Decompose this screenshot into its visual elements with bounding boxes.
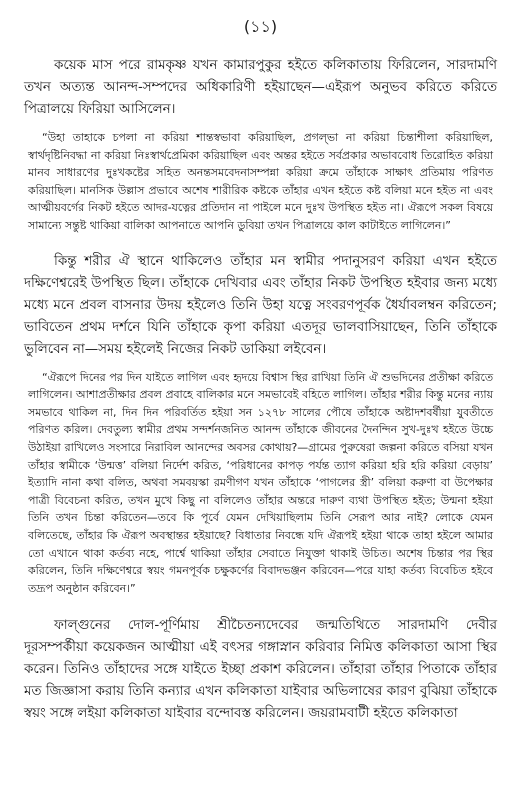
quote-2-text: “ঐরূপে দিনের পর দিন যাইতে লাগিল এবং হৃদয়ে বিশ্বাস স্থির রাখিয়া তিনি ঐ শুভদিনের প্রতীক্ষা করিতে লাগিলেন। আশাপ্রতীক্ষার প্রবল প্রবাহে বালিকার মনে সমভাবেই বহিতে লাগিল। তাঁহার শরীর কিন্তু মনের ন্যায় সমভাবে থাকিল না, দিন দিন পরিবর্তিত হইয়া সন ১২৭৮ সালের পৌষে তাঁহাকে অষ্টাদশবর্ষীয়া যুবতীতে পরিণত করিল। দেবতুল্য স্বামীর প্রথম সন্দর্শনজনিত আনন্দ তাঁহাকে জীবনের দৈনন্দিন সুখ-দুঃখ হইতে উচ্চে উঠাইয়া রাখিলেও সংসারে নিরাবিল আনন্দের অবসর কোথায়?—গ্রামের পুরুষেরা জল্পনা করিতে বসিয়া যখন তাঁহার স্বামীকে ‘উন্মত্ত’ বলিয়া নির্দেশ করিত, ‘পরিধানের কাপড় পর্যন্ত ত্যাগ করিয়া হরি হরি করিয়া বেড়ায়’ ইত্যাদি নানা কথা বলিত, অথবা সমবয়স্কা রমণীগণ যখন তাঁহাকে ‘পাগলের স্ত্রী’ বলিয়া করুণা বা উপেক্ষার পাত্রী বিবেচনা করিত, তখন মুখে কিছু না বলিলেও তাঁহার অন্তরে দারুণ ব্যথা উপস্থিত হইত; উন্মনা হইয়া তিনি তখন চিন্তা করিতেন—তবে কি পূর্বে যেমন দেখিয়াছিলাম তিনি সেরূপ আর নাই? লোকে যেমন বলিতেছে, তাঁহার কি ঐরূপ অবস্থান্তর হইয়াছে? বিধাতার নিবন্ধে যদি ঐরূপই হইয়া থাকে তাহা হইলে আমার তো এখানে থাকা কর্তব্য নহে, পার্শ্বে থাকিয়া তাঁহার সেবাতে নিযুক্তা থাকাই উচিত। অশেষ চিন্তার পর স্থির করিলেন, তিনি দক্ষিণেশ্বরে স্বয়ং গমনপূর্বক চক্ষুকর্ণের বিবাদভঞ্জন করিবেন—পরে যাহা কর্তব্য বিবেচিত হইবে তদ্রূপ অনুষ্ঠান করিবেন।” <box>28 370 493 595</box>
paragraph-3 <box>24 615 497 725</box>
paragraph-1 <box>24 55 497 121</box>
paragraph-2-text: কিন্তু শরীর ঐ স্থানে থাকিলেও তাঁহার মন স্বামীর পদানুসরণ করিয়া এখন হইতে দক্ষিণেশ্বরেই উপস্থিত ছিল। তাঁহাকে দেখিবার এবং তাঁহার নিকট উপস্থিত হইবার জন্য মধ্যে মধ্যে মনে প্রবল বাসনার উদয় হইলেও তিনি উহা যত্নে সংবরণপূর্বক ধৈর্যাবলম্বন করিতেন; ভাবিতেন প্রথম দর্শনে যিনি তাঁহাকে কৃপা করিয়া এতদূর ভালবাসিয়াছেন, তিনি তাঁহাকে ভুলিবেন না—সময় হইলেই নিজের নিকট ডাকিয়া লইবেন। <box>24 253 497 357</box>
quote-1 <box>28 129 493 235</box>
quote-1-text: “উহা তাহাকে চপলা না করিয়া শান্তস্বভাবা করিয়াছিল, প্রগল্‌ভা না করিয়া চিন্তাশীলা করিয়াছিল, স্বার্থদৃষ্টিনিবদ্ধা না করিয়া নিঃস্বার্থপ্রেমিকা করিয়াছিল এবং অন্তর হইতে সর্বপ্রকার অভাববোধ তিরোহিত করিয়া মানব সাধারণের দুঃখকষ্টের সহিত অনন্তসমবেদনাসম্পন্না করিয়া ক্রমে তাঁহাকে সাক্ষাৎ প্রতিমায় পরিণত করিয়াছিল। মানসিক উল্লাস প্রভাবে অশেষ শারীরিক কষ্টকে তাঁহার এখন হইতে কষ্ট বলিয়া মনে হইত না এবং আত্মীয়বর্গের নিকট হইতে আদর-যত্নের প্রতিদান না পাইলে মনে দুঃখ উপস্থিত হইত না। ঐরূপে সকল বিষয়ে সামান্যে সন্তুষ্ট থাকিয়া বালিকা আপনাতে আপনি ডুবিয়া তখন পিত্রালয়ে কাল কাটাইতে লাগিলেন।” <box>28 131 493 232</box>
paragraph-2 <box>24 251 497 361</box>
paragraph-3-text: ফাল্গুনের দোল-পূর্ণিমায় শ্রীচৈতন্যদেবের জন্মতিথিতে সারদামণি দেবীর দূরসম্পর্কীয়া কয়েকজন আত্মীয়া এই বৎসর গঙ্গাস্নান করিবার নিমিত্ত কলিকাতা আসা স্থির করেন। তিনিও তাঁহাদের সঙ্গে যাইতে ইচ্ছা প্রকাশ করিলেন। তাঁহারা তাঁহার পিতাকে তাঁহার মত জিজ্ঞাসা করায় তিনি কন্যার এখন কলিকাতা যাইবার অভিলাষের কারণ বুঝিয়া তাঁহাকে স্বয়ং সঙ্গে লইয়া কলিকাতা যাইবার বন্দোবস্ত করিলেন। জয়রামবাটী হইতে কলিকাতা <box>24 618 497 722</box>
quote-2 <box>28 369 493 598</box>
page-number: (১১) <box>243 17 278 36</box>
paragraph-1-text: কয়েক মাস পরে রামকৃষ্ণ যখন কামারপুকুর হইতে কলিকাতায় ফিরিলেন, সারদামণি তখন অত্যন্ত আনন্দ-সম্পদের অধিকারিণী হইয়াছেন—এইরূপ অনুভব করিতে করিতে পিত্রালয়ে ফিরিয়া আসিলেন। <box>24 58 497 117</box>
